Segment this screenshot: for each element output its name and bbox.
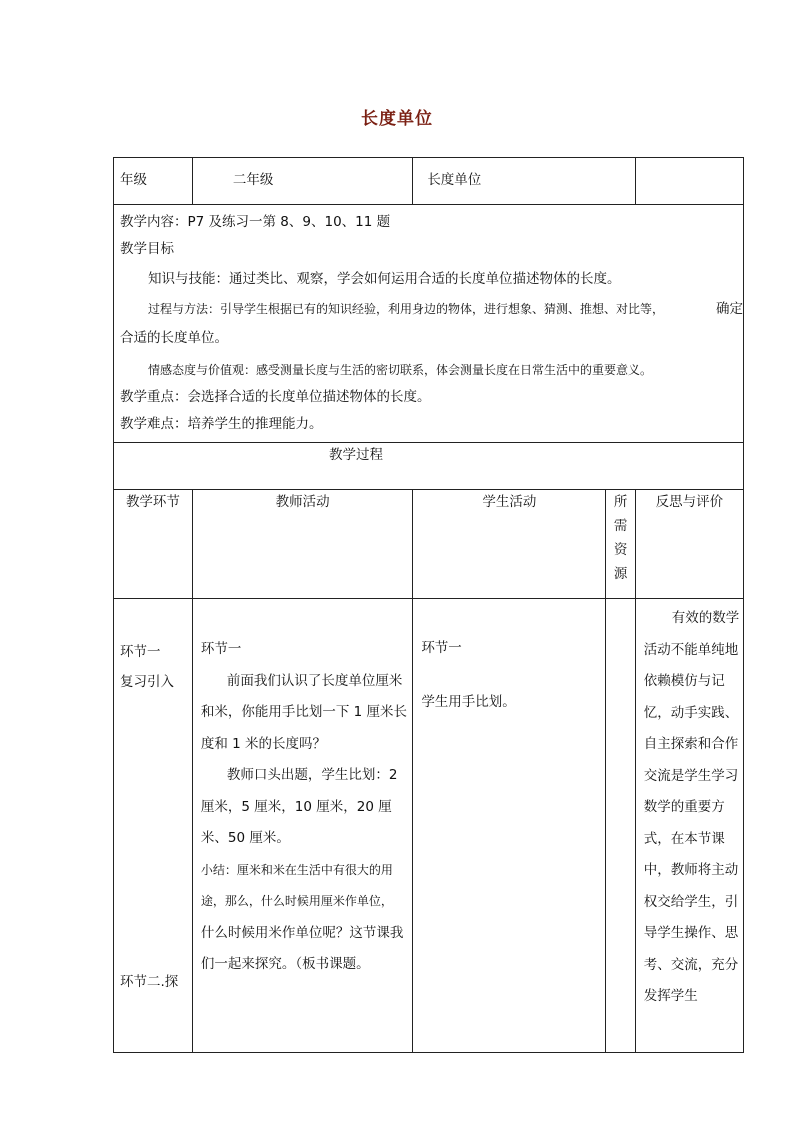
- teaching-difficulty: 教学难点：培养学生的推理能力。: [120, 416, 323, 432]
- lesson-plan-table: [113, 157, 744, 1053]
- topic-value: 长度单位: [427, 172, 482, 188]
- teacher-paragraph: 教师口头出题，学生比划：2 厘米，5 厘米，10 厘米，20 厘米、50 厘米。: [200, 767, 398, 846]
- stage-one-row: [114, 599, 744, 1053]
- teacher-stage-title: 环节一: [200, 641, 242, 657]
- teacher-summary: 小结：厘米和米在生活中有很大的用途，那么，什么时候用厘米作单位，: [200, 862, 393, 908]
- col-header-resources-char: 源: [613, 566, 628, 582]
- goal-process-text: 过程与方法：引导学生根据已有的知识经验，利用身边的物体，进行想象、猜测、推想、对比等，: [148, 302, 665, 316]
- col-header-resources: [606, 490, 635, 599]
- teaching-key-point: 教学重点：会选择合适的长度单位描述物体的长度。: [120, 389, 431, 405]
- stage-one-label: 环节一: [120, 644, 161, 660]
- col-header-resources-char: 资: [613, 542, 628, 558]
- grade-row: [114, 158, 744, 205]
- topic-cell: [413, 158, 635, 205]
- stage-cell: [114, 599, 193, 1053]
- student-activity-cell: [413, 599, 606, 1053]
- col-header-reflection: 反思与评价: [635, 490, 743, 599]
- teacher-summary-cont: 什么时候用米作单位呢？这节课我们一起来探究。（板书课题。: [200, 924, 404, 972]
- goal-knowledge: 知识与技能：通过类比、观察，学会如何运用合适的长度单位描述物体的长度。: [148, 271, 621, 287]
- student-activity-text: 学生用手比划。: [421, 694, 516, 710]
- teacher-paragraph: 前面我们认识了长度单位厘米和米，你能用手比划一下 1 厘米长度和 1 米的长度吗？: [200, 672, 408, 752]
- goal-process-cont: 合适的长度单位。: [120, 330, 228, 346]
- lesson-content-line: 教学内容：P7 及练习一第 8、9、10、11 题: [120, 214, 391, 230]
- col-header-resources-char: 需: [613, 518, 628, 534]
- resources-cell: [606, 599, 635, 1053]
- col-header-student: 学生活动: [413, 490, 606, 599]
- teaching-goals-heading: 教学目标: [120, 241, 174, 257]
- reflection-cell: [635, 599, 743, 1053]
- stage-one-name: 复习引入: [120, 674, 174, 690]
- grade-value: 二年级: [232, 172, 274, 188]
- process-heading: 教学过程: [329, 447, 383, 463]
- col-header-teacher: 教师活动: [192, 490, 412, 599]
- student-stage-title: 环节一: [421, 640, 462, 656]
- page-title: 长度单位: [361, 109, 433, 129]
- goal-attitude: 情感态度与价值观：感受测量长度与生活的密切联系，体会测量长度在日常生活中的重要意义。: [148, 363, 653, 377]
- lesson-content-cell: [114, 205, 744, 443]
- teacher-activity-cell: [192, 599, 412, 1053]
- col-header-resources-char: 所: [613, 494, 628, 510]
- column-header-row: [114, 490, 744, 599]
- goal-process-tail: 确定: [716, 301, 743, 317]
- grade-value-cell: [192, 158, 412, 205]
- col-header-stage: 教学环节: [114, 490, 193, 599]
- empty-cell: [635, 158, 743, 205]
- reflection-text: 有效的数学活动不能单纯地依赖模仿与记忆，动手实践、自主探索和合作交流是学生学习数学的重要方式，在本节课中，教师将主动权交给学生，引导学生操作、思考、交流，充分发挥学生: [643, 610, 740, 1004]
- process-cell: [114, 443, 744, 490]
- process-row: [114, 443, 744, 490]
- stage-two-label: 环节二.探: [120, 974, 179, 990]
- content-row: [114, 205, 744, 443]
- goal-process: [120, 293, 743, 323]
- grade-label: 年级: [120, 172, 147, 188]
- grade-label-cell: [114, 158, 193, 205]
